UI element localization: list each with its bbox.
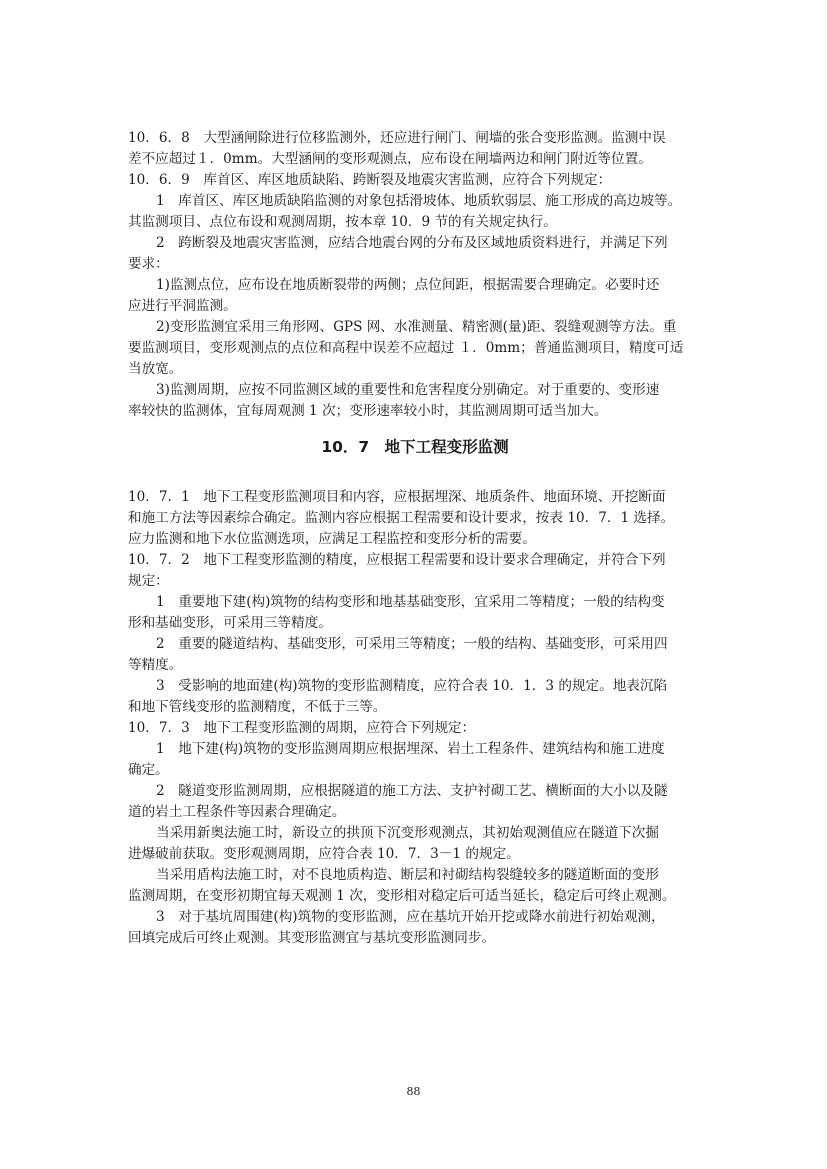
text-line: 率较快的监测体，宜每周观测 1 次；变形速率较小时，其监测周期可适当加大。 — [128, 403, 608, 419]
text-line: 1 地下建(构)筑物的变形监测周期应根据埋深、岩土工程条件、建筑结构和施工进度 — [156, 741, 665, 757]
text-line: 差不应超过１．0mm。大型涵闸的变形观测点，应布设在闸墙两边和闸门附近等位置。 — [128, 151, 652, 167]
text-line: 应进行平洞监测。 — [128, 298, 237, 314]
text-line: 10．7．3 地下工程变形监测的周期，应符合下列规定： — [128, 720, 476, 736]
text-line: 1 重要地下建(构)筑物的结构变形和地基基础变形，宜采用二等精度；一般的结构变 — [156, 594, 665, 610]
text-line: 10．6．8 大型涵闸除进行位移监测外，还应进行闸门、闸墙的张合变形监测。监测中误 — [128, 130, 666, 146]
text-line: 3 对于基坑周围建(构)筑物的变形监测，应在基坑开始开挖或降水前进行初始观测， — [156, 909, 665, 925]
text-line: 1)监测点位，应布设在地质断裂带的两侧；点位间距，根据需要合理确定。必要时还 — [156, 277, 660, 293]
text-line: 3 受影响的地面建(构)筑物的变形监测精度，应符合表 10．1．3 的规定。地表沉陷 — [156, 678, 668, 694]
text-line: 道的岩土工程条件等因素合理确定。 — [128, 804, 346, 820]
section-10-6-continued — [128, 128, 702, 422]
text-line: 其监测项目、点位布设和观测周期，按本章 10．9 节的有关规定执行。 — [128, 214, 557, 230]
text-line: 要求： — [128, 256, 169, 272]
text-line: 当放宽。 — [128, 361, 183, 377]
text-line: 进爆破前获取。变形观测周期，应符合表 10．7．3－1 的规定。 — [128, 846, 520, 862]
document-page — [128, 128, 702, 949]
text-line: 3)监测周期，应按不同监测区域的重要性和危害程度分别确定。对于重要的、变形速 — [156, 382, 660, 398]
text-line: 规定： — [128, 573, 169, 589]
text-line: 2 重要的隧道结构、基础变形，可采用三等精度；一般的结构、基础变形，可采用四 — [156, 636, 668, 652]
text-line: 等精度。 — [128, 657, 183, 673]
text-line: 确定。 — [128, 762, 169, 778]
text-line: 监测周期，在变形初期宜每天观测 1 次，变形相对稳定后可适当延长，稳定后可终止观测。 — [128, 888, 676, 904]
section-heading: 10．7 地下工程变形监测 — [321, 438, 509, 456]
text-line: 形和基础变形，可采用三等精度。 — [128, 615, 332, 631]
text-line: 1 库首区、库区地质缺陷监测的对象包括滑坡体、地质软弱层、施工形成的高边坡等。 — [156, 193, 682, 209]
text-line: 2 跨断裂及地震灾害监测，应结合地震台网的分布及区域地质资料进行，并满足下列 — [156, 235, 668, 251]
section-10-7 — [128, 487, 702, 949]
text-line: 当采用盾构法施工时，对不良地质构造、断层和衬砌结构裂缝较多的隧道断面的变形 — [156, 867, 659, 883]
text-line: 要监测项目，变形观测点的点位和高程中误差不应超过 １．0mm；普通监测项目，精度可适 — [128, 340, 684, 356]
text-line: 应力监测和地下水位监测选项，应满足工程监控和变形分析的需要。 — [128, 531, 536, 547]
page-number: 88 — [406, 1085, 421, 1098]
text-line: 2)变形监测宜采用三角形网、GPS 网、水准测量、精密测(量)距、裂缝观测等方法。重 — [156, 319, 677, 335]
text-line: 10．6．9 库首区、库区地质缺陷、跨断裂及地震灾害监测，应符合下列规定： — [128, 172, 612, 188]
text-line: 和施工方法等因素综合确定。监测内容应根据工程需要和设计要求，按表 10．7．1 选择。 — [128, 510, 675, 526]
text-line: 2 隧道变形监测周期，应根据隧道的施工方法、支护衬砌工艺、横断面的大小以及隧 — [156, 783, 668, 799]
text-line: 回填完成后可终止观测。其变形监测宜与基坑变形监测同步。 — [128, 930, 496, 946]
text-line: 当采用新奥法施工时，新设立的拱顶下沉变形观测点，其初始观测值应在隧道下次掘 — [156, 825, 659, 841]
text-line: 10．7．1 地下工程变形监测项目和内容，应根据埋深、地质条件、地面环境、开挖断面 — [128, 489, 666, 505]
text-line: 和地下管线变形的监测精度，不低于三等。 — [128, 699, 387, 715]
text-line: 10．7．2 地下工程变形监测的精度，应根据工程需要和设计要求合理确定，并符合下列 — [128, 552, 666, 568]
